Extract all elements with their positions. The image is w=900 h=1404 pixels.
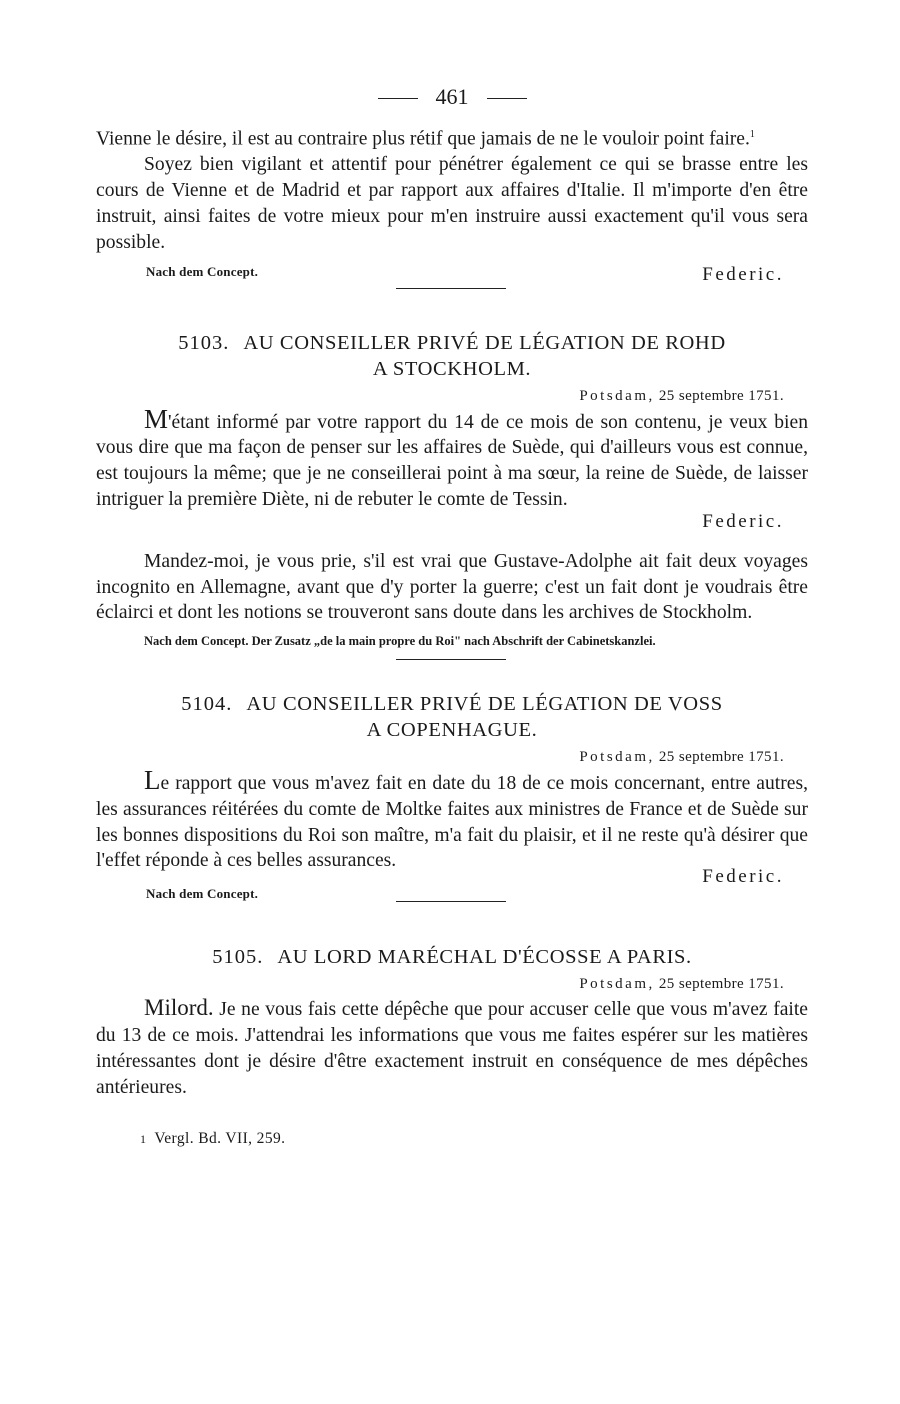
letter-body	[96, 403, 808, 513]
footnote-ref: 1	[749, 129, 755, 140]
continuation-closing	[96, 256, 808, 288]
header-dash-right	[487, 98, 527, 99]
dateline	[96, 976, 784, 993]
letter-body-text: Je ne vous fais cette dépêche que pour accuser celle que vous m'avez faite du 13 de ce mois. J'attendrai les informations que vous me faites espérer sur les matières intéressantes dont je désire d'être exactement instruit en conséquence de mes dépêches antérieures.	[96, 999, 808, 1098]
continuation-text-1: Vienne le désire, il est au contraire plus rétif que jamais de ne le vouloir point faire.	[96, 128, 750, 150]
letter-title-line1: AU CONSEILLER PRIVÉ DE LÉGATION DE ROHD	[243, 331, 726, 354]
section-rule	[396, 901, 506, 902]
letter-title	[96, 330, 808, 382]
letter-closing	[96, 866, 808, 904]
letter-body	[96, 995, 808, 1100]
section-rule	[396, 659, 506, 660]
letter-title-line1: AU CONSEILLER PRIVÉ DE LÉGATION DE VOSS	[246, 693, 723, 716]
signature: Federic.	[702, 510, 784, 532]
dateline-date: 25 septembre 1751.	[658, 749, 784, 766]
letter-title	[96, 691, 808, 743]
footnote-text: Vergl. Bd. VII, 259.	[154, 1130, 286, 1148]
letter-title-line2: A COPENHAGUE.	[366, 719, 538, 742]
continuation-paragraph-1	[96, 122, 808, 152]
dateline-place: Potsdam,	[579, 749, 655, 766]
letter-salutation: Milord.	[144, 995, 214, 1021]
postscript: Mandez-moi, je vous prie, s'il est vrai que Gustave-Adolphe ait fait deux voyages incognito en Allemagne, avant que d'y porter la guerre; c'est un fait dont je voudrais être éclairci et dont les notions se trouveront sans doute dans les archives de Stockholm.	[96, 550, 808, 624]
dateline	[96, 749, 784, 766]
signature: Federic.	[702, 866, 784, 888]
letter-body-text: e rapport que vous m'avez fait en date du 18 de ce mois concernant, entre autres, les assurances réitérées du comte de Moltke faites aux ministres de France et de Suède sur les bonnes dispositions du Roi son maître, m'a fait du plaisir, et il ne reste qu'à désirer que l'effet réponde à ces belles assurances.	[96, 773, 808, 872]
dateline-date: 25 septembre 1751.	[658, 387, 784, 404]
dateline-place: Potsdam,	[579, 976, 655, 993]
dateline	[96, 388, 784, 405]
dateline-date: 25 septembre 1751.	[658, 976, 784, 993]
footnote-marker: 1	[140, 1132, 147, 1147]
letter-initial: L	[144, 765, 161, 796]
header-dash-left	[378, 98, 418, 99]
letter-title	[96, 944, 808, 970]
page-number: 461	[435, 84, 469, 109]
letter-body-text: 'étant informé par votre rapport du 14 de ce mois de son contenu, je veux bien vous dire que ma façon de penser sur les affaires de Suède, qui d'ailleurs vous est connue, est toujours la même; que je ne conseillerai point à ma sœur, la reine de Suède, de laisser intriguer la première Diète, ni de rebuter le comte de Tessin.	[96, 411, 808, 510]
section-rule	[396, 288, 506, 289]
source-note: Nach dem Concept.	[146, 886, 259, 902]
letter-number: 5104.	[181, 693, 233, 716]
letter-closing	[96, 510, 808, 549]
page-header	[96, 84, 808, 110]
letter-body	[96, 765, 808, 874]
dateline-place: Potsdam,	[579, 387, 655, 404]
page	[96, 84, 808, 1148]
signature: Federic.	[702, 263, 784, 285]
letter-title-line1: AU LORD MARÉCHAL D'ÉCOSSE A PARIS.	[277, 946, 692, 969]
footnote	[140, 1130, 808, 1148]
letter-number: 5105.	[212, 946, 264, 969]
letter-title-line2: A STOCKHOLM.	[372, 357, 532, 380]
source-note: Nach dem Concept. Der Zusatz „de la main propre du Roi" nach Abschrift der Cabinetskanzlei.	[144, 634, 656, 649]
section-divider	[96, 649, 808, 663]
source-note: Nach dem Concept.	[146, 263, 259, 279]
continuation-paragraph-2: Soyez bien vigilant et attentif pour pénétrer également ce qui se brasse entre les cours de Vienne et de Madrid et par rapport aux affaires d'Italie. Il m'importe d'en être instruit, ainsi faites de votre mieux pour m'en instruire aussi exactement qu'il vous sera possible.	[96, 154, 808, 253]
letter-initial: M	[144, 403, 169, 434]
letter-number: 5103.	[178, 331, 230, 354]
